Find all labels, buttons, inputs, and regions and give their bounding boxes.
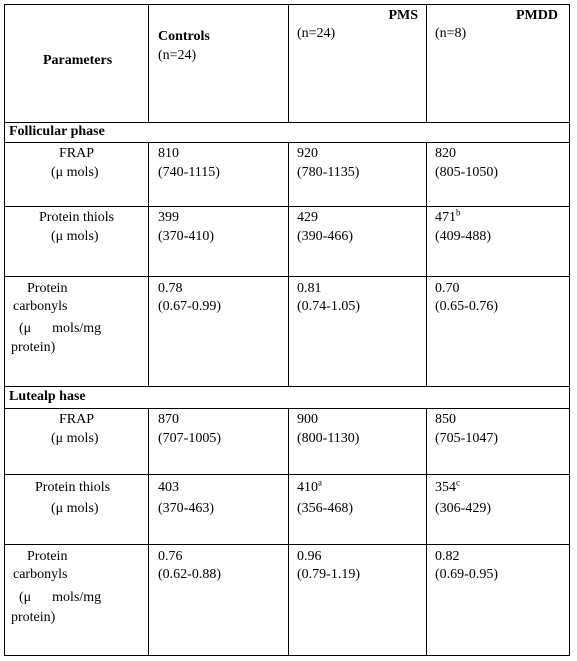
footnote-marker: a [318, 477, 322, 488]
header-pmdd-n: (n=8) [435, 26, 467, 41]
table-cell: 0.70 (0.65-0.76) [426, 276, 570, 386]
section-luteal [4, 386, 570, 408]
row-label: Protein thiols (μ mols) [4, 206, 148, 276]
header-pmdd [426, 4, 570, 122]
header-pms-label: PMS [388, 8, 418, 23]
footnote-marker: c [456, 477, 460, 488]
table-cell: 0.82 (0.69-0.95) [426, 544, 570, 656]
table-cell: 410$^a$ (356-468) [288, 474, 426, 544]
table-cell: 820 (805-1050) [426, 142, 570, 206]
row-label: FRAP (μ mols) [4, 142, 148, 206]
section-follicular [4, 122, 570, 142]
header-controls [148, 4, 288, 122]
table-cell: 471$^b$ (409-488) [426, 206, 570, 276]
table-cell: 0.76 (0.62-0.88) [148, 544, 288, 656]
table-cell: 900 (800-1130) [288, 408, 426, 474]
table-cell: 810 (740-1115) [148, 142, 288, 206]
row-label: Protein carbonyls (μ mols/mg protein) [4, 276, 148, 386]
header-parameters-label: Parameters [43, 53, 113, 68]
table-cell: 920 (780-1135) [288, 142, 426, 206]
table-cell: 399 (370-410) [148, 206, 288, 276]
table-cell: 0.81 (0.74-1.05) [288, 276, 426, 386]
table-cell: 354$^c$ (306-429) [426, 474, 570, 544]
table-cell: 0.78 (0.67-0.99) [148, 276, 288, 386]
header-pmdd-label: PMDD [516, 8, 558, 23]
table-cell: 870 (707-1005) [148, 408, 288, 474]
table-cell: 0.96 (0.79-1.19) [288, 544, 426, 656]
section-luteal-title: Lutealp hase [9, 389, 86, 404]
row-label: Protein carbonyls (μ mols/mg protein) [4, 544, 148, 656]
header-parameters [4, 4, 148, 122]
section-follicular-title: Follicular phase [9, 124, 105, 139]
table-cell: 850 (705-1047) [426, 408, 570, 474]
header-pms [288, 4, 426, 122]
data-table [4, 4, 570, 656]
footnote-marker: b [456, 207, 461, 218]
row-label: Protein thiols (μ mols) [4, 474, 148, 544]
table-cell: 429 (390-466) [288, 206, 426, 276]
table-cell: 403 (370-463) [148, 474, 288, 544]
row-label: FRAP (μ mols) [4, 408, 148, 474]
header-controls-label: Controls [158, 29, 210, 44]
header-pms-n: (n=24) [297, 26, 336, 41]
header-controls-n: (n=24) [158, 48, 197, 63]
